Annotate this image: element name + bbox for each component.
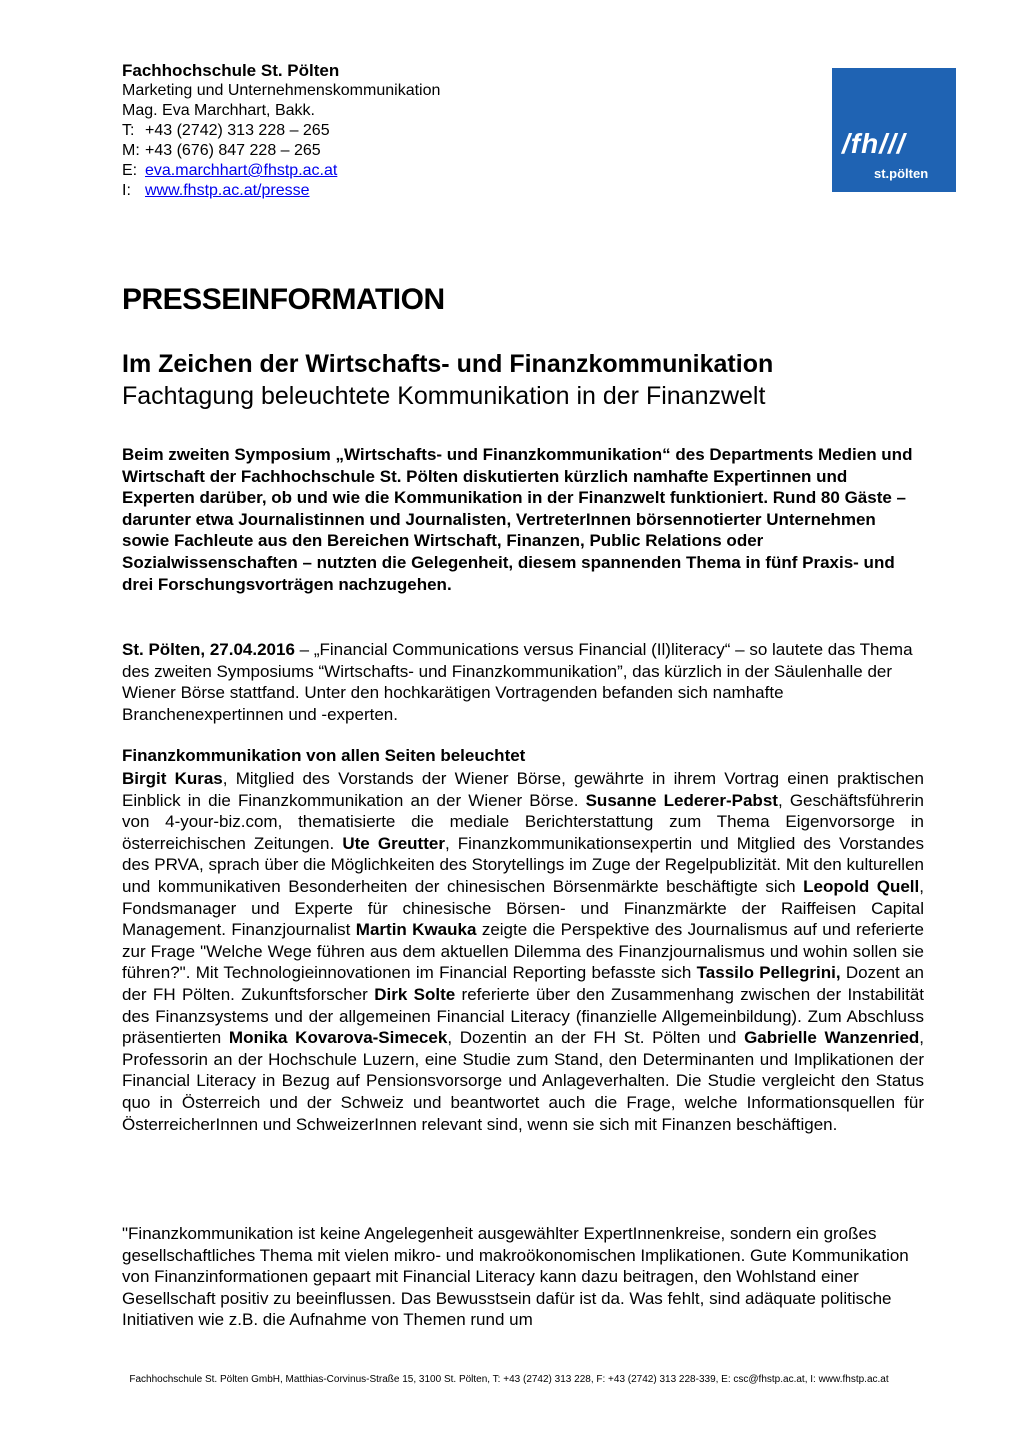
speaker-text: referierte über den Zusammenhang zwischen der Instabilität des Finanzsystems und der allgemeinen Financial Literacy (finanzielle Allgemeinbildung). Zum Abschluss präsentierten xyxy=(122,984,924,1048)
speaker-name: Martin Kwauka xyxy=(355,920,477,940)
phone-line xyxy=(122,121,642,141)
speaker-name: Tassilo Pellegrini, xyxy=(696,963,841,983)
contact-person: Mag. Eva Marchhart, Bakk. xyxy=(122,102,315,119)
intro-paragraph xyxy=(122,639,924,725)
speaker-text: zeigte die Perspektive des Journalismus auf und referierte zur Frage "Welche Wege führen aus dem aktuellen Dilemma des Finanzjournalismus und wohin sollen sie führen?". Mit Technologieinnovationen im Financial Reporting befasste sich xyxy=(122,920,924,983)
speaker-text: , Fondsmanager und Experte für chinesische Börsen- und Finanzmärkte der Raiffeisen Capital Management. Finanzjournalist xyxy=(122,876,924,940)
speaker-name: Gabrielle Wanzenried xyxy=(744,1028,920,1048)
web-label: I: xyxy=(122,182,131,199)
intro-text: – „Financial Communications versus Financial (Il)literacy“ – so lautete das Thema des zweiten Symposiums “Wirtschafts- und Finanzkommunikation”, das kürzlich in der Säulenhalle der Wiener Börse stattfand. Unter den hochkarätigen Vortragenden befanden sich namhafte Branchenexpertinnen und -experten. xyxy=(122,640,913,724)
phone-value: +43 (2742) 313 228 – 265 xyxy=(145,122,330,139)
subheadline: Fachtagung beleuchtete Kommunikation in der Finanzwelt xyxy=(122,382,766,410)
page-footer: Fachhochschule St. Pölten GmbH, Matthias-Corvinus-Straße 15, 3100 St. Pölten, T: +43 (2742) 313 228, F: +43 (2742) 313 228-339, E: csc@fhstp.ac.at, I: www.fhstp.ac.at xyxy=(129,1374,889,1385)
speaker-name: Leopold Quell xyxy=(803,876,920,896)
logo-city: st.pölten xyxy=(874,166,929,181)
section-title: Finanzkommunikation von allen Seiten beleuchtet xyxy=(122,746,526,765)
logo-mark: /fh/// xyxy=(842,128,906,159)
speaker-name: Dirk Solte xyxy=(374,984,456,1004)
speaker-name: Susanne Lederer-Pabst xyxy=(585,790,778,810)
headline: Im Zeichen der Wirtschafts- und Finanzkommunikation xyxy=(122,350,774,378)
speaker-text: , Finanzkommunikationsexpertin und Mitglied des Vorstandes des PRVA, sprach über die Möglichkeiten des Storytellings im Zuge der Regelpublizität. Mit den kulturellen und kommunikativen Besonderheiten der chinesischen Börsenmärkte beschäftigte sich xyxy=(122,833,925,896)
quote-paragraph: "Finanzkommunikation ist keine Angelegenheit ausgewählter ExpertInnenkreise, sondern ein großes gesellschaftliches Thema mit vielen mikro- und makroökonomischen Implikationen. Gute Kommunikation von Finanzinformationen gepaart mit Financial Literacy kann dazu beitragen, den Wohlstand einer Gesellschaft positiv zu beeinflussen. Das Bewusstsein dafür ist da. Was fehlt, sind adäquate politische Initiativen wie z.B. die Aufnahme von Themen rund um xyxy=(122,1224,909,1330)
speaker-text: , Mitglied des Vorstands der Wiener Börse, gewährte in ihrem Vortrag einen praktischen Einblick in die Finanzkommunikation an der Wiener Börse. xyxy=(122,769,925,810)
speaker-name: Monika Kovarova-Simecek xyxy=(228,1028,448,1048)
speaker-name: Ute Greutter xyxy=(342,833,445,853)
fh-logo xyxy=(832,68,956,192)
email-link[interactable]: eva.marchhart@fhstp.ac.at xyxy=(145,162,338,179)
web-link[interactable]: www.fhstp.ac.at/presse xyxy=(145,182,310,199)
contact-block xyxy=(122,61,642,201)
lead-paragraph: Beim zweiten Symposium „Wirtschafts- und Finanzkommunikation“ des Departments Medien und Wirtschaft der Fachhochschule St. Pölten diskutierten kürzlich namhafte Expertinnen und Experten darüber, ob und wie die Kommunikation in der Finanzwelt funktioniert. Rund 80 Gäste – darunter etwa Journalistinnen und Journalisten, VertreterInnen börsennotierter Unternehmen sowie Fachleute aus den Bereichen Wirtschaft, Finanzen, Public Relations oder Sozialwissenschaften – nutzten die Gelegenheit, diesem spannenden Thema in fünf Praxis- und drei Forschungsvorträgen nachzugehen. xyxy=(122,445,913,594)
dateline: St. Pölten, 27.04.2016 xyxy=(122,640,295,659)
department: Marketing und Unternehmenskommunikation xyxy=(122,82,441,99)
mobile-value: +43 (676) 847 228 – 265 xyxy=(145,142,321,159)
web-line xyxy=(122,181,642,201)
speaker-name: Birgit Kuras xyxy=(122,769,223,788)
speaker-text: , Dozentin an der FH St. Pölten und xyxy=(447,1028,745,1048)
email-line xyxy=(122,161,642,181)
document-title: PRESSEINFORMATION xyxy=(122,283,445,316)
speaker-text: , Geschäftsführerin von 4-your-biz.com, thematisierte die mediale Berichterstattung zum Thema Eigenvorsorge in österreichischen Zeitungen. xyxy=(122,790,924,853)
mobile-line xyxy=(122,141,642,161)
email-label: E: xyxy=(122,162,138,179)
phone-label: T: xyxy=(122,122,135,139)
organization-name: Fachhochschule St. Pölten xyxy=(122,61,340,80)
mobile-label: M: xyxy=(122,142,140,159)
speaker-text: Dozent an der FH Pölten. Zukunftsforscher xyxy=(122,963,924,1004)
speaker-text: , Professorin an der Hochschule Luzern, eine Studie zum Stand, den Determinanten und Implikationen der Financial Literacy in Bezug auf Pensionsvorsorge und Anlageverhalten. Die Studie vergleicht den Status quo in Österreich und der Schweiz und beantwortet auch die Frage, welche Informationsquellen für ÖsterreicherInnen und SchweizerInnen relevant sind, wenn sie sich mit Finanzen beschäftigen. xyxy=(122,1028,925,1134)
speakers-paragraph xyxy=(122,768,924,1135)
